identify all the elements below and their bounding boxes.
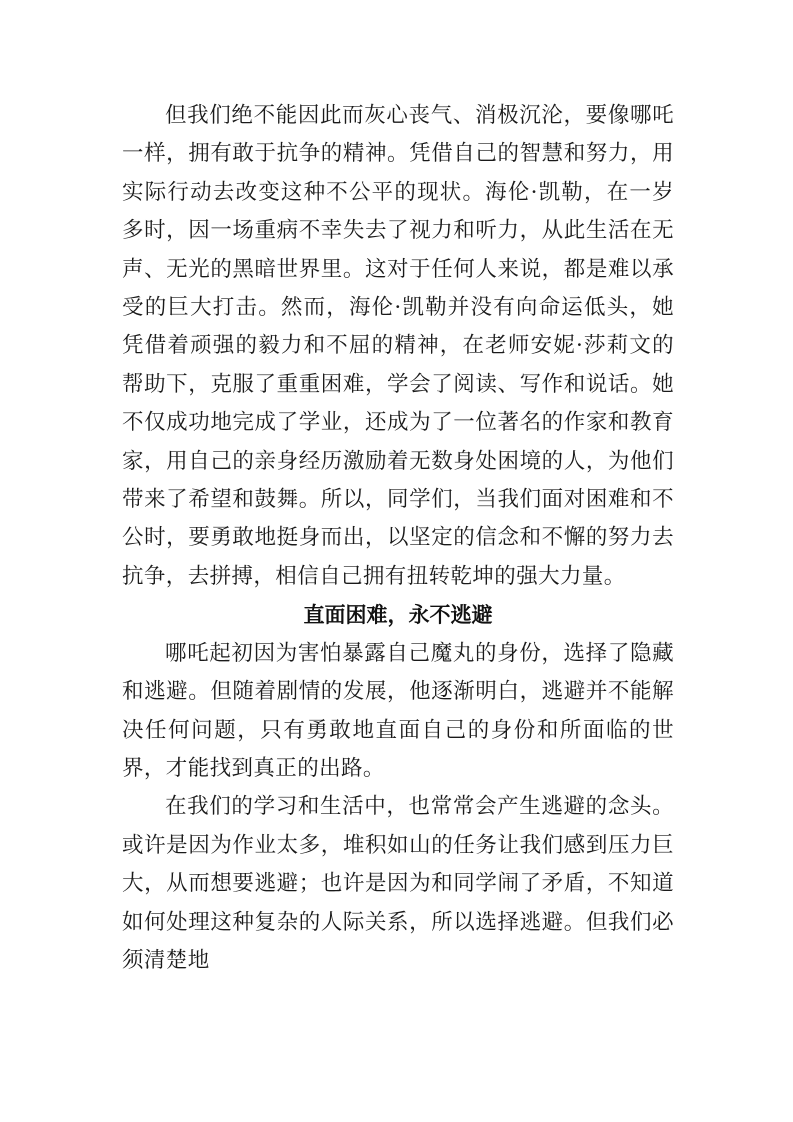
document-page <box>122 97 674 980</box>
paragraph-helen-keller: 但我们绝不能因此而灰心丧气、消极沉沦，要像哪吒一样，拥有敢于抗争的精神。凭借自己的智慧和努力，用实际行动去改变这种不公平的现状。海伦·凯勒，在一岁多时，因一场重病不幸失去了视力和听力，从此生活在无声、无光的黑暗世界里。这对于任何人来说，都是难以承受的巨大打击。然而，海伦·凯勒并没有向命运低头，她凭借着顽强的毅力和不屈的精神，在老师安妮·莎莉文的帮助下，克服了重重困难，学会了阅读、写作和说话。她不仅成功地完成了学业，还成为了一位著名的作家和教育家，用自己的亲身经历激励着无数身处困境的人，为他们带来了希望和鼓舞。所以，同学们，当我们面对困难和不公时，要勇敢地挺身而出，以坚定的信念和不懈的努力去抗争，去拼搏，相信自己拥有扭转乾坤的强大力量。 <box>122 103 674 589</box>
paragraph-study-life: 在我们的学习和生活中，也常常会产生逃避的念头。或许是因为作业太多，堆积如山的任务让我们感到压力巨大，从而想要逃避；也许是因为和同学闹了矛盾，不知道如何处理这种复杂的人际关系，所以选择逃避。但我们必须清楚地 <box>122 794 674 973</box>
section-heading: 直面困难，永不逃避 <box>303 602 493 628</box>
paragraph-nezha-escape: 哪吒起初因为害怕暴露自己魔丸的身份，选择了隐藏和逃避。但随着剧情的发展，他逐渐明白，逃避并不能解决任何问题，只有勇敢地直面自己的身份和所面临的世界，才能找到真正的出路。 <box>122 640 674 781</box>
